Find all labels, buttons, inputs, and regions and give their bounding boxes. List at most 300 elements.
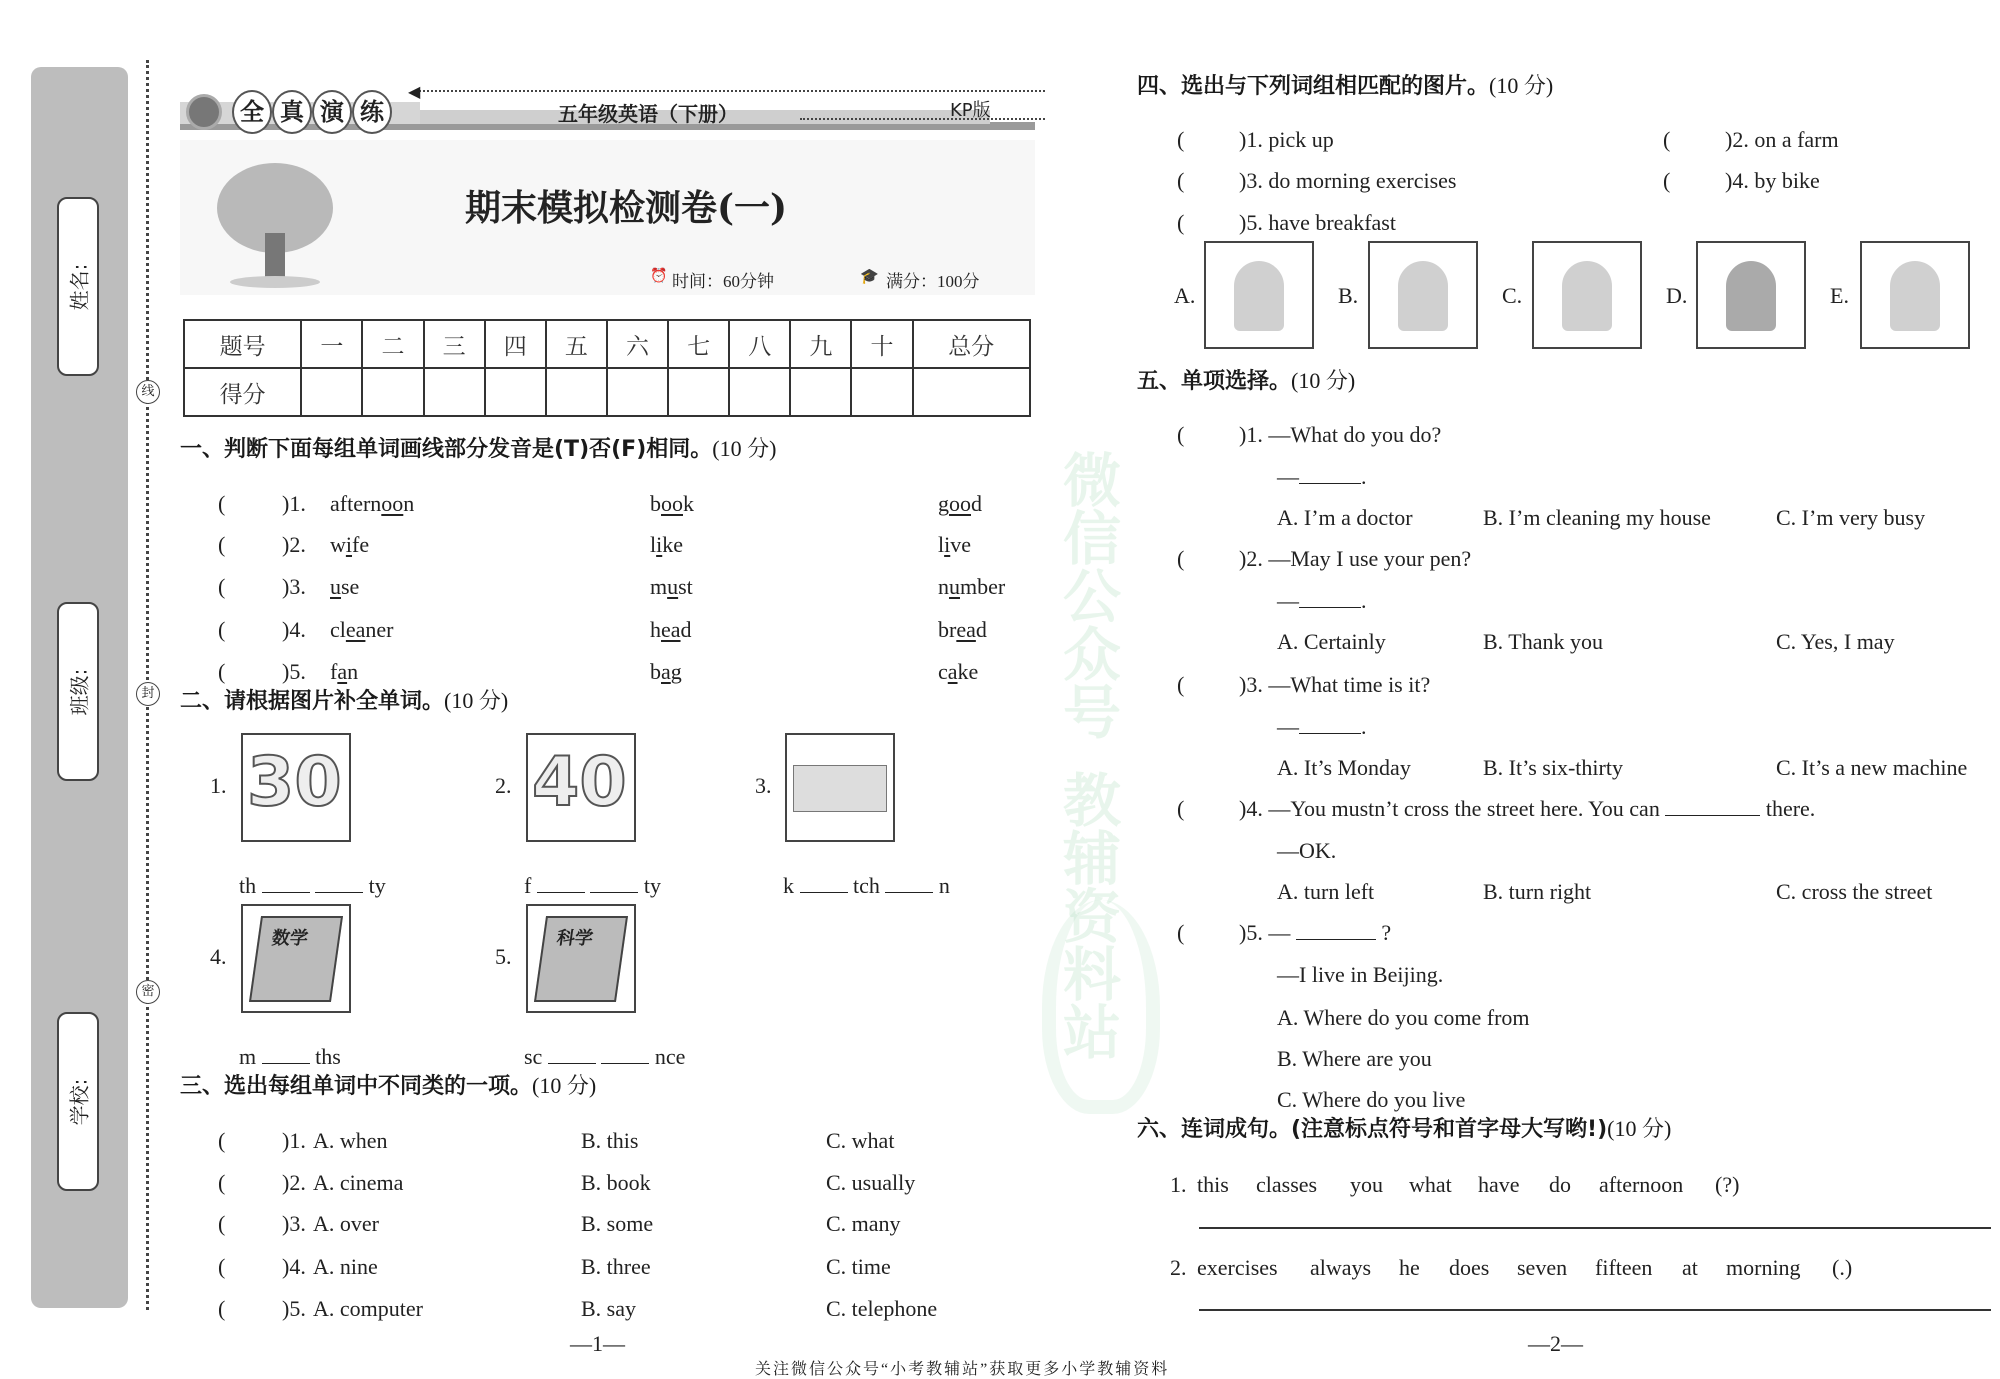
footer-note: 关注微信公众号“小考教辅站”获取更多小学教辅资料 — [755, 1361, 1170, 1378]
question-stem: )4. —You mustn’t cross the street here. You can — [1239, 796, 1666, 821]
word — [938, 574, 1005, 600]
answer-option[interactable]: B. I’m cleaning my house — [1483, 505, 1711, 530]
underlined-part: a — [337, 659, 348, 684]
question-text — [1239, 546, 1471, 572]
score-table — [183, 319, 1031, 417]
answer-bracket[interactable]: ( — [218, 1296, 226, 1321]
answer-option[interactable]: C. It’s a new machine — [1776, 755, 1968, 780]
section-heading-text: 三、选出每组单词中不同类的一项。 — [180, 1074, 533, 1099]
scrambled-word: always — [1310, 1255, 1372, 1280]
word-part: br — [938, 617, 957, 642]
picture-figure — [1562, 261, 1612, 331]
question-stem: )2. —May I use your pen? — [1239, 546, 1472, 571]
underlined-part: ea — [661, 617, 681, 642]
answer-bracket[interactable]: ( — [218, 574, 226, 599]
phrase-item: )1. pick up — [1239, 127, 1334, 152]
word-part: st — [678, 574, 693, 599]
option-a: A. computer — [313, 1296, 423, 1321]
section-heading — [180, 1072, 596, 1101]
option-b: B. this — [581, 1128, 639, 1153]
book-icon — [249, 916, 343, 1002]
word — [938, 491, 982, 517]
word-completion — [239, 873, 386, 899]
underlined-part: oo — [661, 491, 683, 516]
question-tail: ? — [1375, 920, 1392, 945]
word — [330, 574, 359, 600]
question-tail: there. — [1760, 796, 1816, 821]
score-cell[interactable] — [729, 368, 790, 416]
word-picture — [241, 904, 351, 1013]
question-stem: )5. — — [1239, 920, 1296, 945]
answer-blank[interactable] — [1665, 797, 1760, 816]
answer-bracket[interactable]: ( — [218, 491, 226, 516]
word-part: ths — [315, 1044, 341, 1069]
score-column-header: 三 — [424, 320, 485, 368]
question-number: )5. — [282, 659, 306, 684]
answer-blank[interactable] — [1299, 715, 1361, 734]
word-part: aftern — [330, 491, 382, 516]
answer-blank[interactable] — [590, 874, 638, 893]
option-b: B. three — [581, 1254, 651, 1279]
word — [650, 659, 682, 685]
dash: — — [1277, 714, 1299, 739]
picture-label: D. — [1666, 283, 1688, 308]
question-number: )4. — [282, 617, 306, 642]
word-part: w — [330, 532, 346, 557]
dash: — — [1277, 588, 1299, 613]
question-number: )3. — [282, 1211, 306, 1236]
time-label: 时间：60分钟 — [672, 272, 774, 291]
answer-option[interactable]: C. I’m very busy — [1776, 505, 1926, 530]
phrase-item: )3. do morning exercises — [1239, 168, 1457, 193]
matching-picture — [1532, 241, 1642, 349]
score-column-header: 十 — [851, 320, 912, 368]
watermark-text: 微信公众号 — [1053, 450, 1121, 740]
phrase-item: )4. by bike — [1725, 168, 1820, 193]
answer-option[interactable]: A. It’s Monday — [1277, 755, 1411, 780]
score-cell[interactable] — [668, 368, 729, 416]
picture-figure — [1234, 261, 1284, 331]
reply-text: —OK. — [1277, 838, 1337, 863]
question-text — [1239, 920, 1391, 946]
word-part: tch — [853, 873, 886, 898]
answer-bracket[interactable]: ( — [1663, 127, 1671, 152]
scrambled-word: classes — [1256, 1172, 1318, 1197]
question-text — [1239, 422, 1441, 448]
word-part: c — [938, 659, 948, 684]
word-part: h — [650, 617, 661, 642]
word-part: b — [650, 491, 661, 516]
section-points: (10 分) — [444, 688, 509, 713]
picture-label: B. — [1338, 283, 1359, 308]
scrambled-word: afternoon — [1599, 1172, 1684, 1197]
word-part: mber — [960, 574, 1006, 599]
number-picture-text: 40 — [532, 743, 627, 822]
answer-blank[interactable] — [537, 874, 585, 893]
word-part: th — [239, 873, 262, 898]
word-completion — [239, 1044, 341, 1070]
score-cell[interactable] — [607, 368, 668, 416]
name-label: 姓名: — [67, 263, 92, 310]
word — [650, 491, 694, 517]
score-column-header: 六 — [607, 320, 668, 368]
underlined-part: ea — [345, 617, 366, 642]
answer-line[interactable] — [1199, 1309, 1991, 1311]
word-picture — [526, 733, 636, 842]
answer-bracket[interactable]: ( — [1177, 210, 1185, 235]
word — [938, 659, 978, 685]
word-part: ve — [950, 532, 972, 557]
matching-picture — [1860, 241, 1970, 349]
answer-bracket[interactable]: ( — [1177, 796, 1185, 821]
option-a: A. nine — [313, 1254, 378, 1279]
section-heading — [1137, 1115, 1671, 1144]
reply-line — [1277, 464, 1367, 490]
word-part: ner — [365, 617, 394, 642]
section-points: (10 分) — [712, 436, 777, 461]
seal-mi: 密 — [136, 980, 160, 1004]
option-a: A. when — [313, 1128, 388, 1153]
edition-label: KP版 — [950, 100, 991, 121]
answer-blank[interactable] — [601, 1045, 649, 1064]
question-number: )2. — [282, 532, 306, 557]
title-area — [180, 140, 1035, 295]
underlined-part: i — [656, 532, 663, 557]
answer-option[interactable]: C. cross the street — [1776, 879, 1933, 904]
class-field[interactable] — [57, 602, 99, 781]
word-part: d — [971, 491, 982, 516]
answer-bracket[interactable]: ( — [218, 1170, 226, 1195]
word — [330, 617, 394, 643]
answer-bracket[interactable]: ( — [218, 1211, 226, 1236]
word — [650, 574, 693, 600]
answer-bracket[interactable]: ( — [1663, 168, 1671, 193]
word-picture — [785, 733, 895, 842]
scrambled-word: this — [1197, 1172, 1229, 1197]
scrambled-word: fifteen — [1595, 1255, 1653, 1280]
dash: — — [1277, 464, 1299, 489]
option-b: B. some — [581, 1211, 654, 1236]
option-b: B. book — [581, 1170, 651, 1195]
score-column-header: 九 — [790, 320, 851, 368]
scrambled-word: what — [1409, 1172, 1452, 1197]
picture-figure — [1398, 261, 1448, 331]
header-band — [180, 72, 1035, 138]
underlined-part: u — [949, 574, 960, 599]
answer-bracket[interactable]: ( — [1177, 168, 1185, 193]
section-points: (10 分) — [532, 1073, 597, 1098]
answer-line[interactable] — [1199, 1227, 1991, 1229]
score-cell[interactable] — [790, 368, 851, 416]
answer-option[interactable]: B. Thank you — [1483, 629, 1603, 654]
underlined-part: a — [661, 659, 671, 684]
scrambled-word: at — [1682, 1255, 1698, 1280]
number-picture-text: 30 — [247, 743, 342, 822]
name-field[interactable] — [57, 197, 99, 376]
score-cell[interactable] — [913, 368, 1030, 416]
answer-option[interactable]: A. turn left — [1277, 879, 1375, 904]
sentence-number: 2. — [1170, 1255, 1187, 1280]
section-heading-text: 四、选出与下列词组相匹配的图片。 — [1137, 74, 1490, 99]
seal-feng: 封 — [136, 682, 160, 706]
word — [330, 659, 358, 685]
answer-bracket[interactable]: ( — [218, 659, 226, 684]
answer-bracket[interactable]: ( — [1177, 127, 1185, 152]
section-heading — [180, 687, 508, 716]
scrambled-word: have — [1478, 1172, 1520, 1197]
book-title: 数学 — [270, 928, 310, 949]
watermark-text: 教辅资料站 — [1053, 770, 1121, 1060]
scrambled-word: (.) — [1832, 1255, 1853, 1280]
word-part: cl — [330, 617, 346, 642]
page-number: —1— — [570, 1331, 625, 1356]
answer-blank[interactable] — [262, 1045, 310, 1064]
word — [330, 491, 414, 517]
underlined-part: u — [667, 574, 679, 599]
underlined-part: oo — [381, 491, 404, 516]
page-number: —2— — [1528, 1331, 1583, 1356]
scrambled-word: he — [1399, 1255, 1420, 1280]
exam-title: 期末模拟检测卷(一) — [465, 187, 788, 229]
question-stem: )3. —What time is it? — [1239, 672, 1431, 697]
answer-blank[interactable] — [315, 874, 363, 893]
question-number: )4. — [282, 1254, 306, 1279]
subject-label: 五年级英语（下册） — [558, 102, 738, 126]
word-part: fe — [352, 532, 370, 557]
row-label: 题号 — [184, 320, 301, 368]
word-part: ke — [957, 659, 979, 684]
score-column-header: 七 — [668, 320, 729, 368]
word-part: k — [783, 873, 800, 898]
answer-blank[interactable] — [1296, 921, 1376, 940]
word-part: ty — [368, 873, 386, 898]
answer-option[interactable]: B. Where are you — [1277, 1046, 1432, 1071]
answer-bracket[interactable]: ( — [1177, 422, 1185, 447]
brand-char: 演 — [312, 90, 352, 134]
period: . — [1361, 588, 1367, 613]
phrase-item: )5. have breakfast — [1239, 210, 1396, 235]
brand-char: 练 — [352, 90, 392, 134]
word-part: ke — [662, 532, 684, 557]
word-part: l — [650, 532, 657, 557]
picture-number: 1. — [210, 773, 227, 798]
question-number: )1. — [282, 491, 306, 516]
answer-bracket[interactable]: ( — [1177, 672, 1185, 697]
answer-option[interactable]: C. Yes, I may — [1776, 629, 1895, 654]
answer-blank[interactable] — [800, 874, 848, 893]
clock-icon: ⏰ — [650, 269, 668, 284]
word — [938, 617, 987, 643]
picture-label: E. — [1830, 283, 1849, 308]
score-cell[interactable] — [301, 368, 362, 416]
section-heading-text: 六、连词成句。(注意标点符号和首字母大写哟!) — [1137, 1117, 1608, 1142]
period: . — [1361, 714, 1367, 739]
matching-picture — [1368, 241, 1478, 349]
word-part: g — [670, 659, 682, 684]
word-part: k — [683, 491, 694, 516]
section-points: (10 分) — [1291, 368, 1356, 393]
section-heading-text: 五、单项选择。 — [1137, 369, 1292, 394]
option-c: C. usually — [826, 1170, 916, 1195]
scrambled-word: seven — [1517, 1255, 1568, 1280]
option-a: A. over — [313, 1211, 379, 1236]
answer-blank[interactable] — [1299, 589, 1361, 608]
section-heading — [1137, 72, 1553, 101]
option-c: C. many — [826, 1211, 901, 1236]
score-cell[interactable] — [546, 368, 607, 416]
scrambled-word: do — [1549, 1172, 1571, 1197]
question-number: )2. — [282, 1170, 306, 1195]
question-number: )1. — [282, 1128, 306, 1153]
score-row — [184, 368, 1030, 416]
question-stem: )1. —What do you do? — [1239, 422, 1442, 447]
answer-bracket[interactable]: ( — [218, 1128, 226, 1153]
picture-number: 3. — [755, 773, 772, 798]
reply-text: —I live in Beijing. — [1277, 962, 1444, 987]
word-part: n — [403, 491, 415, 516]
score-column-header: 八 — [729, 320, 790, 368]
binding-sidebar — [31, 67, 128, 1308]
picture-number: 5. — [495, 944, 512, 969]
matching-picture — [1204, 241, 1314, 349]
word-part: l — [938, 532, 945, 557]
book-title: 科学 — [555, 928, 595, 949]
scrambled-word: (?) — [1715, 1172, 1740, 1197]
question-number: )5. — [282, 1296, 306, 1321]
section-heading — [180, 435, 776, 464]
score-column-header: 五 — [546, 320, 607, 368]
word-part: sc — [524, 1044, 548, 1069]
word-part: n — [938, 574, 949, 599]
answer-option[interactable]: B. It’s six-thirty — [1483, 755, 1623, 780]
school-field[interactable] — [57, 1012, 99, 1191]
answer-bracket[interactable]: ( — [1177, 546, 1185, 571]
word-completion — [524, 873, 661, 899]
score-column-header: 一 — [301, 320, 362, 368]
question-text — [1239, 672, 1430, 698]
book-icon — [534, 916, 628, 1002]
answer-bracket[interactable]: ( — [1177, 920, 1185, 945]
underlined-part: ea — [956, 617, 976, 642]
answer-blank[interactable] — [548, 1045, 596, 1064]
score-column-header: 二 — [362, 320, 423, 368]
answer-option[interactable]: B. turn right — [1483, 879, 1592, 904]
picture-label: A. — [1174, 283, 1196, 308]
word-part: d — [975, 617, 987, 642]
picture-figure — [1726, 261, 1776, 331]
option-c: C. time — [826, 1254, 891, 1279]
section-heading — [1137, 367, 1355, 396]
picture-number: 2. — [495, 773, 512, 798]
reply-line — [1277, 588, 1367, 614]
section-heading-text: 一、判断下面每组单词画线部分发音是(T)否(F)相同。 — [180, 437, 713, 462]
answer-blank[interactable] — [885, 874, 933, 893]
score-column-header: 总分 — [913, 320, 1030, 368]
section-heading-text: 二、请根据图片补全单词。 — [180, 689, 445, 714]
option-c: C. what — [826, 1128, 895, 1153]
underlined-part: u — [330, 574, 341, 599]
period: . — [1361, 464, 1367, 489]
word — [650, 532, 683, 558]
target-icon — [186, 94, 222, 130]
option-a: A. cinema — [313, 1170, 404, 1195]
word-part: d — [680, 617, 692, 642]
option-b: B. say — [581, 1296, 636, 1321]
word-part: f — [524, 873, 537, 898]
scrambled-word: exercises — [1197, 1255, 1278, 1280]
picture-label: C. — [1502, 283, 1523, 308]
word-picture — [526, 904, 636, 1013]
tree-illustration — [210, 158, 340, 288]
graduation-cap-icon: 🎓 — [860, 269, 879, 285]
answer-blank[interactable] — [1299, 465, 1361, 484]
word-completion — [783, 873, 950, 899]
score-column-header: 四 — [485, 320, 546, 368]
answer-bracket[interactable]: ( — [218, 617, 226, 642]
score-cell[interactable] — [362, 368, 423, 416]
answer-bracket[interactable]: ( — [218, 1254, 226, 1279]
word-part: n — [347, 659, 359, 684]
word-part: m — [650, 574, 668, 599]
score-cell[interactable] — [485, 368, 546, 416]
underlined-part: a — [947, 659, 958, 684]
class-label: 班级: — [67, 668, 92, 715]
answer-option[interactable]: A. Where do you come from — [1277, 1005, 1530, 1030]
word-part: nce — [654, 1044, 686, 1069]
arrow-icon: ◀ — [408, 84, 421, 101]
reply-line — [1277, 714, 1367, 740]
word-part: g — [938, 491, 949, 516]
word-part: se — [341, 574, 360, 599]
answer-option[interactable]: A. Certainly — [1277, 629, 1386, 654]
answer-option[interactable]: C. Where do you live — [1277, 1087, 1466, 1112]
question-number: )3. — [282, 574, 306, 599]
word-part: f — [330, 659, 338, 684]
score-header-row — [184, 320, 1030, 368]
brand-char: 真 — [272, 90, 312, 134]
school-label: 学校: — [67, 1078, 92, 1125]
score-cell[interactable] — [424, 368, 485, 416]
word-picture — [241, 733, 351, 842]
answer-option[interactable]: A. I’m a doctor — [1277, 505, 1413, 530]
scrambled-word: you — [1350, 1172, 1383, 1197]
word — [330, 532, 369, 558]
answer-bracket[interactable]: ( — [218, 532, 226, 557]
section-points: (10 分) — [1607, 1116, 1672, 1141]
picture-figure — [1890, 261, 1940, 331]
word — [650, 617, 692, 643]
word-completion — [524, 1044, 685, 1070]
option-c: C. telephone — [826, 1296, 938, 1321]
matching-picture — [1696, 241, 1806, 349]
full-score-label: 满分：100分 — [886, 272, 980, 291]
word-part: n — [938, 873, 950, 898]
row-label: 得分 — [184, 368, 301, 416]
scrambled-word: does — [1449, 1255, 1490, 1280]
underlined-part: oo — [949, 491, 971, 516]
phrase-item: )2. on a farm — [1725, 127, 1839, 152]
kitchen-cabinet — [793, 765, 887, 812]
scrambled-word: morning — [1726, 1255, 1801, 1280]
section-points: (10 分) — [1489, 73, 1554, 98]
answer-blank[interactable] — [262, 874, 310, 893]
underlined-part: i — [345, 532, 353, 557]
score-cell[interactable] — [851, 368, 912, 416]
picture-number: 4. — [210, 944, 227, 969]
underlined-part: i — [944, 532, 951, 557]
sentence-number: 1. — [1170, 1172, 1187, 1197]
word-part: b — [650, 659, 661, 684]
